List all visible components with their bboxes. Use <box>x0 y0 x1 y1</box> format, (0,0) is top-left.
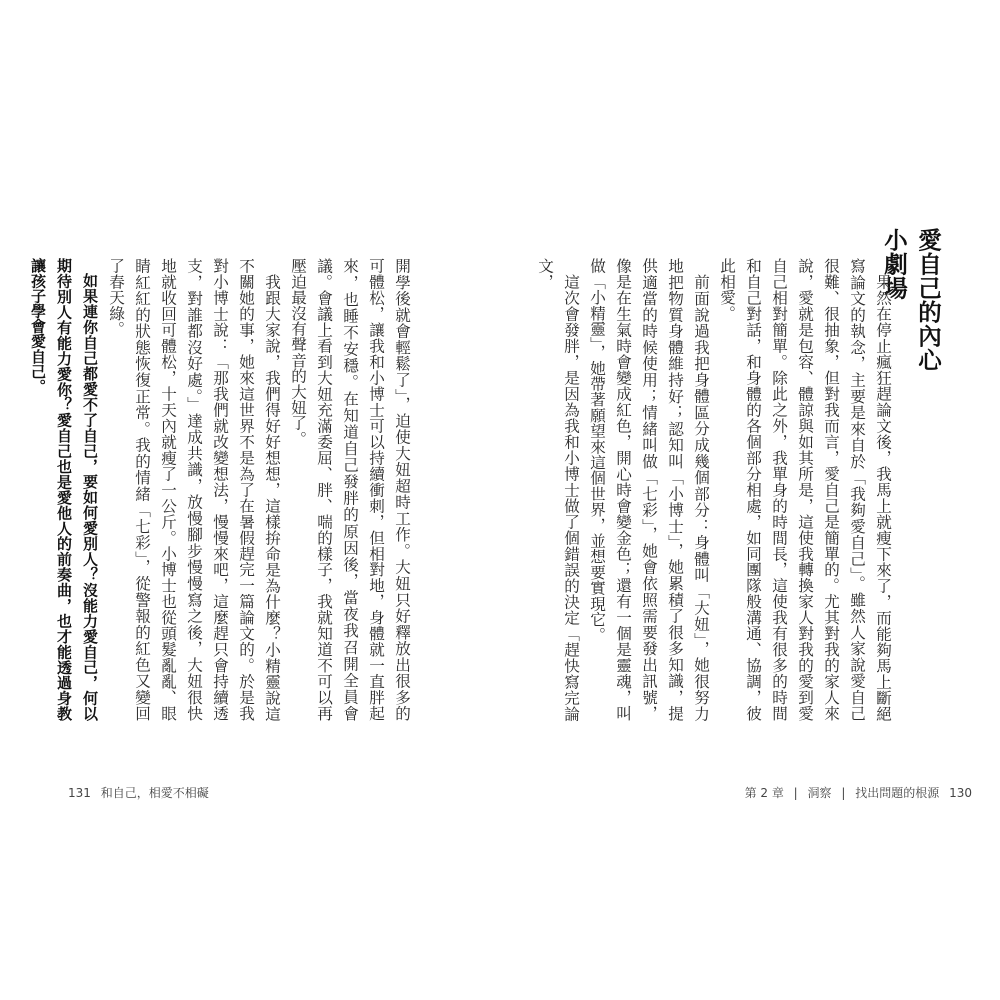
book-title: 和自己，相愛不相礙 <box>100 786 209 800</box>
page-number: 130 <box>949 786 972 800</box>
page-number: 131 <box>68 786 91 800</box>
paragraph: 果然在停止瘋狂趕論文後，我馬上就瘦下來了，而能夠馬上斷絕寫論文的執念，主要是來自於「我夠愛自己」。雖然人家說愛自己很難、很抽象，但對我而言，愛自己是簡單的。尤其對我的家人來說，愛就是包容、體諒與如其所是，這使我轉換家人對我的愛到愛自己相對簡單。除此之外，我單身的時間長，這使我有很多的時間和自己對話，和身體的各個部分相處，如同團隊般溝通、協調，彼此相愛。 <box>718 258 892 721</box>
right-page-footer <box>745 784 972 801</box>
section-title-footer: 找出問題的根源 <box>855 786 940 800</box>
section-title: 愛自己的內心小劇場 <box>880 228 942 372</box>
left-page-body <box>29 258 415 721</box>
separator: | <box>793 786 798 800</box>
paragraph: 這次會發胖，是因為我和小博士做了個錯誤的決定「趕快寫完論文， <box>536 258 580 721</box>
paragraph: 前面說過我把身體區分成幾個部分：身體叫「大妞」，她很努力地把物質身體維持好；認知叫「小博士」，她累積了很多知識，提供適當的時候使用；情緒叫做「七彩」，她會依照需要發出訊號，像是在生氣時會變成紅色，開心時會變金色；還有一個是靈魂，叫做「小精靈」，她帶著願望來這個世界，並想要實現它。 <box>588 258 710 721</box>
chapter-label: 第 2 章 <box>744 786 784 800</box>
separator: | <box>841 786 846 800</box>
bold-conclusion: 如果連你自己都愛不了自己，要如何愛別人？沒能力愛自己，何以期待別人有能力愛你？愛自己也是愛他人的前奏曲，也才能透過身教讓孩子學會愛自己。 <box>29 258 99 721</box>
right-page-body <box>536 258 896 721</box>
paragraph: 我跟大家說，我們得好好想想，這樣拚命是為什麼？小精靈說這不關她的事，她來這世界不是為了在暑假趕完一篇論文的。於是我對小博士說：「那我們就改變想法，慢慢來吧，這麼趕只會持續透支，對誰都沒好處。」達成共識，放慢腳步慢慢寫之後，大妞很快地就收回可體松，十天內就瘦了一公斤。小博士也從頭髮亂亂、眼睛紅紅的狀態恢復正常。我的情緒「七彩」，從警報的紅色又變回了春天綠。 <box>107 258 281 721</box>
section-label: 洞察 <box>807 786 832 800</box>
paragraph: 開學後就會輕鬆了」，迫使大妞超時工作。大妞只好釋放出很多的可體松，讓我和小博士可以持續衝刺，但相對地，身體就一直胖起來，也睡不安穩。在知道自己發胖的原因後，當夜我召開全員會議。會議上看到大妞充滿委屈、胖、喘的樣子，我就知道不可以再壓迫最沒有聲音的大妞了。 <box>289 258 411 721</box>
left-page-footer <box>68 784 215 801</box>
